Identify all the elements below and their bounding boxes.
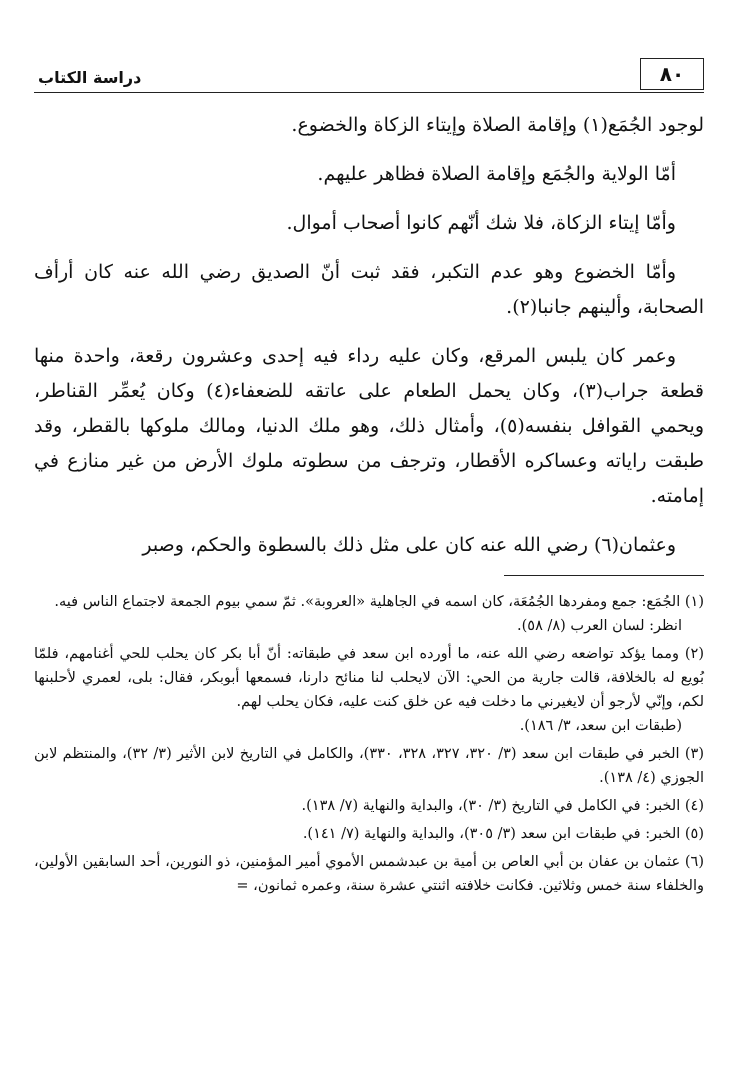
footnote-text: (٥) الخبر: في طبقات ابن سعد (٣/ ٣٠٥)، والبداية والنهاية (٧/ ١٤١). — [302, 826, 704, 842]
footnote-separator — [504, 575, 704, 576]
footnote-5 — [34, 822, 704, 846]
footnote-1 — [34, 590, 704, 638]
body-paragraph: وأمّا إيتاء الزكاة، فلا شك أنّهم كانوا أصحاب أموال. — [286, 212, 676, 234]
body-paragraph: وأمّا الخضوع وهو عدم التكبر، فقد ثبت أنّ الصديق رضي الله عنه كان أرأف الصحابة، وألينهم جانبا(٢). — [34, 261, 704, 318]
footnote-source: (طبقات ابن سعد، ٣/ ١٨٦). — [519, 718, 682, 734]
footnote-text: (١) الجُمَع: جمع ومفردها الجُمُعَة، كان اسمه في الجاهلية «العروبة». ثمّ سمي بيوم الجمعة لاجتماع الناس فيه. — [54, 594, 704, 610]
footnotes — [34, 590, 704, 902]
body-paragraph: أمّا الولاية والجُمَع وإقامة الصلاة فظاهر عليهم. — [317, 163, 676, 185]
footnote-4 — [34, 794, 704, 818]
footnote-source: انظر: لسان العرب (٨/ ٥٨). — [517, 618, 682, 634]
header-rule — [34, 92, 704, 93]
footnote-text: (٣) الخبر في طبقات ابن سعد (٣/ ٣٢٠، ٣٢٧، ٣٢٨، ٣٣٠)، والكامل في التاريخ لابن الأثير (٣/ ٣٢)، والمنتظم لابن الجوزي (٤/ ١٣٨). — [34, 746, 705, 786]
footnote-text: (٤) الخبر: في الكامل في التاريخ (٣/ ٣٠)، والبداية والنهاية (٧/ ١٣٨). — [301, 798, 704, 814]
footnote-text: (٦) عثمان بن عفان بن أبي العاص بن أمية بن عبدشمس الأموي أمير المؤمنين، ذو النورين، أحد السابقين الأولين، والخلفاء سنة خمس وثلاثين. فكانت خلافته اثنتي عشرة سنة، وعمره ثمانون، = — [34, 854, 704, 894]
footnote-2 — [34, 642, 704, 738]
body-paragraph: وعثمان(٦) رضي الله عنه كان على مثل ذلك بالسطوة والحكم، وصبر — [142, 534, 676, 556]
page-header — [34, 52, 704, 92]
page-number: ٨٠ — [659, 62, 685, 86]
footnote-text: (٢) ومما يؤكد تواضعه رضي الله عنه، ما أورده ابن سعد في طبقاته: أنّ أبا بكر كان يحلب للحي أغنامهم، فلمّا بُويع له بالخلافة، قالت جارية من الحي: الآن لايحلب لنا منائح دارنا، فسمعها أبوبكر، فقال: بلى، لعمري لأحلبنها لكم، وإنّي لأرجو أن لايغيرني ما دخلت فيه عن خلق كنت عليه، فكان يحلب لهم. — [34, 646, 704, 710]
page-number-box — [640, 58, 704, 90]
running-title: دراسة الكتاب — [38, 68, 142, 87]
body-text — [34, 108, 704, 577]
body-paragraph: لوجود الجُمَع(١) وإقامة الصلاة وإيتاء الزكاة والخضوع. — [291, 114, 704, 136]
footnote-6 — [34, 850, 704, 898]
footnote-3 — [34, 742, 704, 790]
body-paragraph: وعمر كان يلبس المرقع، وكان عليه رداء فيه إحدى وعشرون رقعة، واحدة منها قطعة جراب(٣)، وكان يحمل الطعام على عاتقه للضعفاء(٤) وكان يُعمِّر القناطر، ويحمي القوافل بنفسه(٥)، وأمثال ذلك، وهو ملك الدنيا، ومالك ملوكها بالقطر، وقد طبقت راياته وعساكره الأقطار، وترجف من سطوته ملوك الأرض من غير منازع في إمامته. — [34, 345, 704, 507]
